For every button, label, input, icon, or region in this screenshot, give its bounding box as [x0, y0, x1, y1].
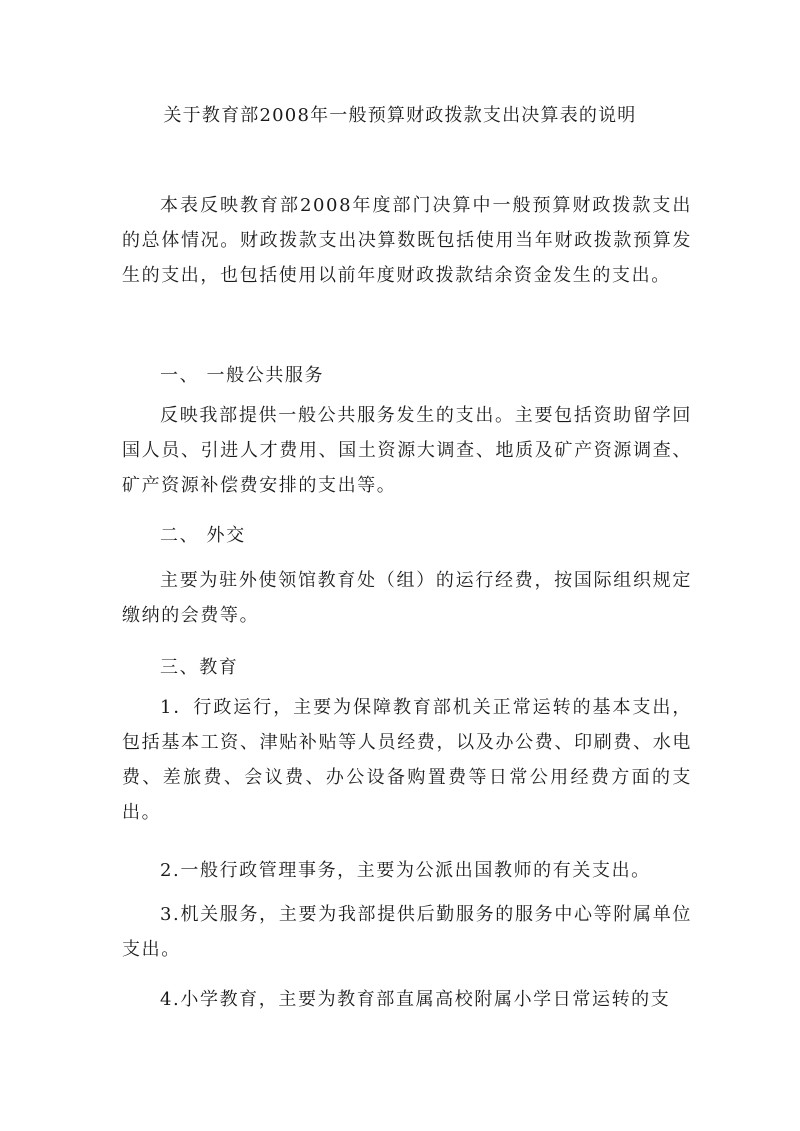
education-item-3: 3.机关服务，主要为我部提供后勤服务的服务中心等附属单位支出。	[122, 904, 692, 960]
intro-paragraph: 本表反映教育部2008年度部门决算中一般预算财政拨款支出的总体情况。财政拨款支出决算数既包括使用当年财政拨款预算发生的支出，也包括使用以前年度财政拨款结余资金发生的支出。	[122, 195, 692, 286]
section-body-general-public-services: 反映我部提供一般公共服务发生的支出。主要包括资助留学回国人员、引进人才费用、国土资源大调查、地质及矿产资源调查、矿产资源补偿费安排的支出等。	[122, 405, 692, 496]
section-heading-education: 三、教育	[160, 657, 239, 678]
section-heading-foreign-affairs: 二、 外交	[160, 525, 246, 546]
education-item-1: 1．行政运行，主要为保障教育部机关正常运转的基本支出，包括基本工资、津贴补贴等人员经费，以及办公费、印刷费、水电费、差旅费、会议费、办公设备购置费等日常公用经费方面的支出。	[122, 697, 692, 823]
document-title: 关于教育部2008年一般预算财政拨款支出决算表的说明	[163, 105, 637, 126]
education-item-4: 4.小学教育，主要为教育部直属高校附属小学日常运转的支	[160, 989, 671, 1010]
education-item-2: 2.一般行政管理事务，主要为公派出国教师的有关支出。	[160, 860, 651, 881]
section-body-foreign-affairs: 主要为驻外使领馆教育处（组）的运行经费，按国际组织规定缴纳的会费等。	[122, 570, 692, 626]
section-heading-general-public-services: 一、 一般公共服务	[160, 365, 325, 386]
